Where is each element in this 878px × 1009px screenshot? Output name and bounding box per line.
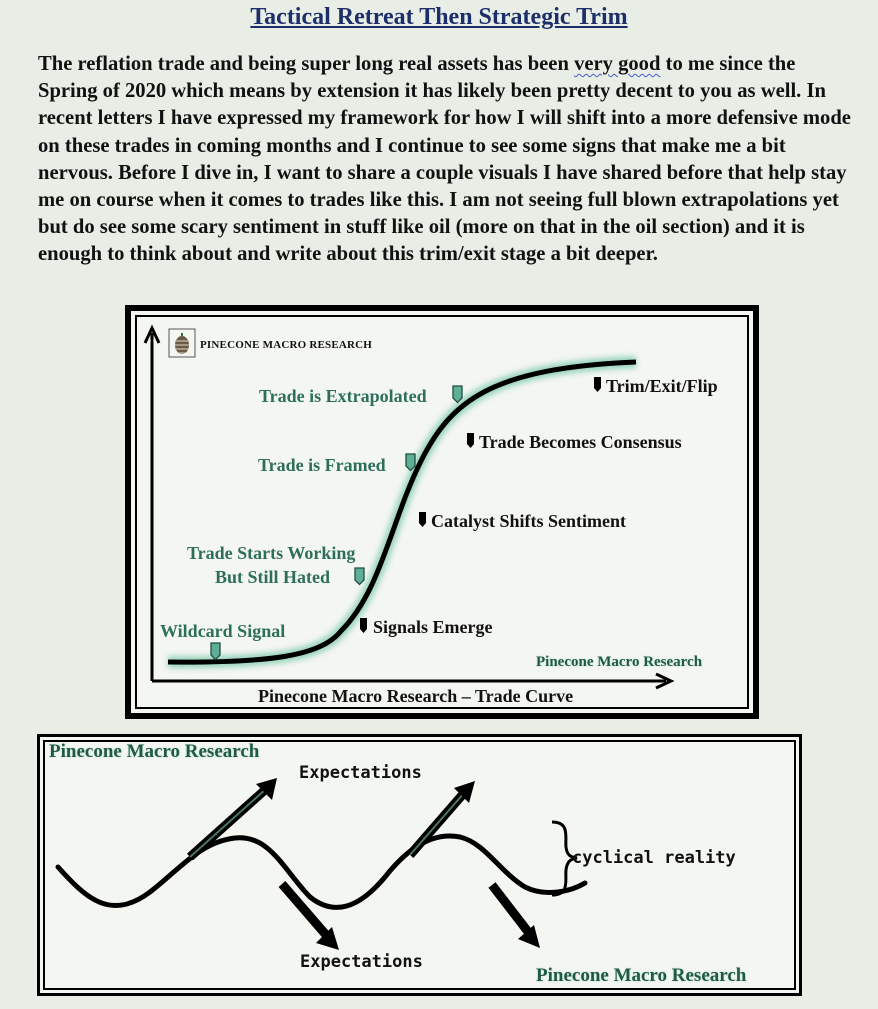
brand-footer: Pinecone Macro Research <box>536 654 703 670</box>
intro-paragraph <box>38 51 858 269</box>
marker-framed <box>406 454 415 471</box>
article-title: Tactical Retreat Then Strategic Trim <box>250 4 628 30</box>
label-extrapolated: Trade is Extrapolated <box>259 386 427 406</box>
label-working-line1: Trade Starts Working <box>187 543 356 563</box>
trade-curve-figure <box>125 305 759 719</box>
figure-caption: Pinecone Macro Research – Trade Curve <box>258 686 574 706</box>
marker-wildcard <box>211 643 220 660</box>
label-framed: Trade is Framed <box>258 455 386 475</box>
marker-catalyst <box>419 512 426 527</box>
marker-consensus <box>467 433 474 448</box>
label-expectations-bottom: Expectations <box>300 952 423 972</box>
spellcheck-underlined-phrase: very good <box>574 53 661 75</box>
marker-trim <box>594 377 601 392</box>
marker-extrapolated <box>453 386 462 403</box>
label-signals: Signals Emerge <box>373 617 493 637</box>
label-consensus: Trade Becomes Consensus <box>479 432 682 452</box>
brand-bottom: Pinecone Macro Research <box>536 965 747 986</box>
paragraph-rest: to me since the Spring of 2020 which means by extension it has likely been pretty decent to you as well. In recent letters I have expressed my framework for how I will shift into a more defensive mode on these trades in coming months and I continue to see some signs that make me a bit nervous. Before I dive in, I want to share a couple visuals I have shared before that help stay me on course when it comes to trades like this. I am not seeing full blown extrapolations yet but do see some scary sentiment in stuff like oil (more on that in the oil section) and it is enough to think about and write about this trim/exit stage a bit deeper. <box>38 53 851 266</box>
label-trim: Trim/Exit/Flip <box>606 376 718 396</box>
expectation-arrow-down-2 <box>492 885 529 933</box>
label-cyclical-reality: cyclical reality <box>572 848 736 868</box>
label-catalyst: Catalyst Shifts Sentiment <box>431 511 627 531</box>
label-wildcard: Wildcard Signal <box>160 621 286 641</box>
brand-top: Pinecone Macro Research <box>49 741 260 762</box>
marker-signals <box>360 618 367 633</box>
marker-working <box>355 568 364 585</box>
paragraph-start: The reflation trade and being super long real assets has been <box>38 53 575 75</box>
expectations-figure <box>37 734 802 996</box>
label-expectations-top: Expectations <box>299 763 422 783</box>
brand-header: PINECONE MACRO RESEARCH <box>200 339 373 351</box>
label-working-line2: But Still Hated <box>215 567 331 587</box>
